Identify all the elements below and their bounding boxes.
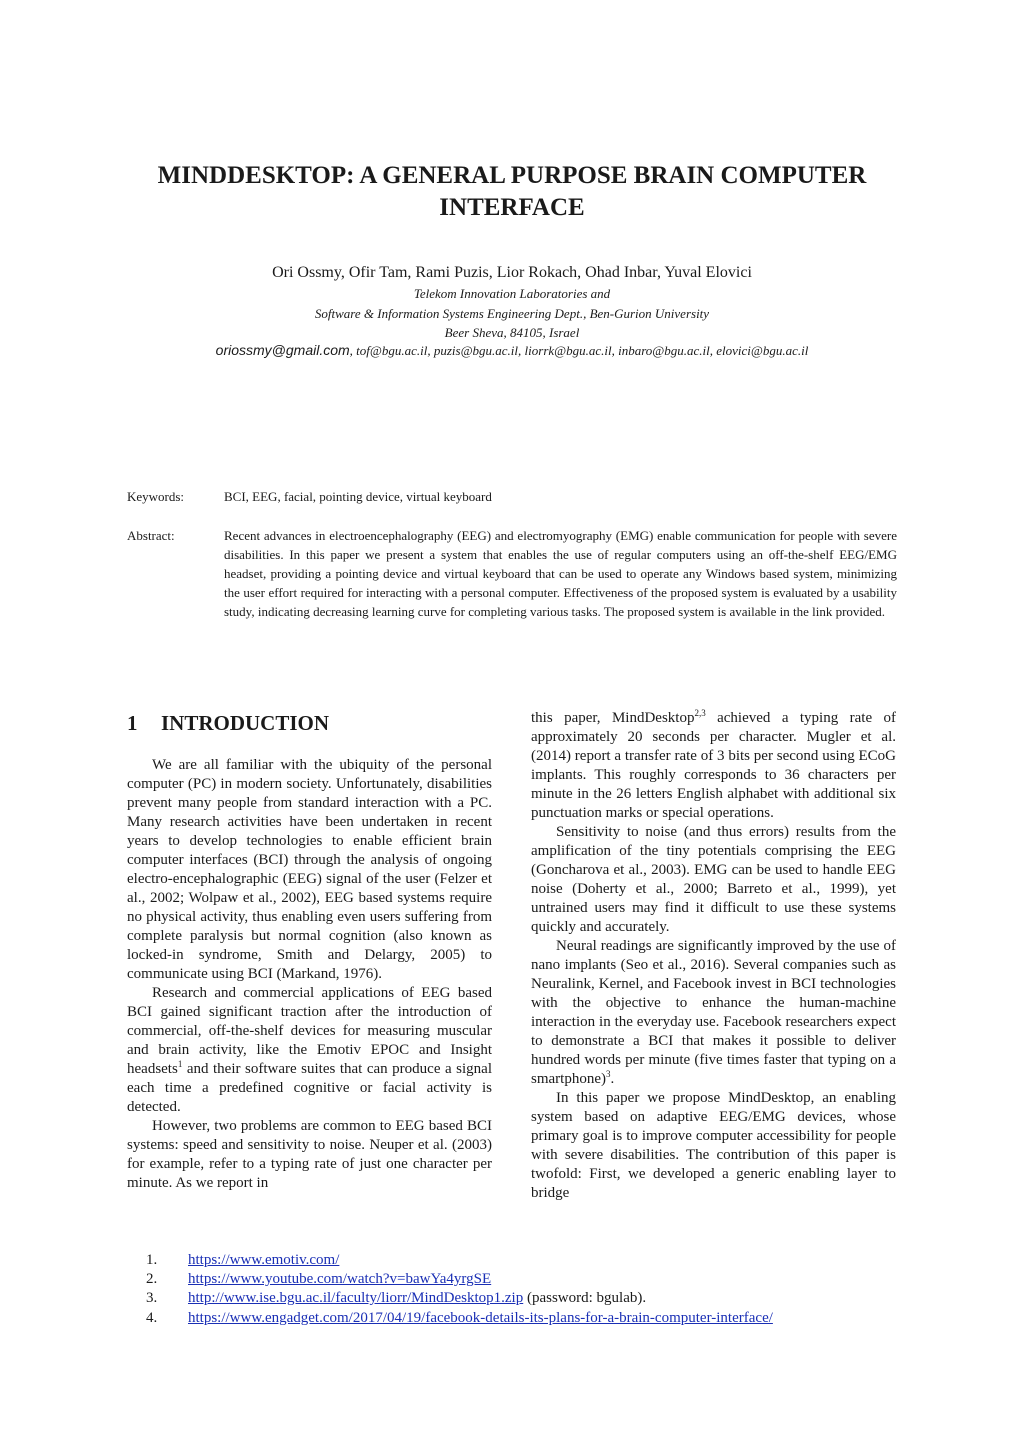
- footnotes: [146, 1251, 773, 1328]
- paragraph: Sensitivity to noise (and thus errors) results from the amplification of the tiny potentials comprising the EEG (Goncharova et al., 2003). EMG can be used to handle EEG noise (Doherty et al., 2000; Barreto et al., 1999), yet untrained users may find it difficult to use these systems quickly and accurately.: [531, 824, 896, 935]
- author-list: Ori Ossmy, Ofir Tam, Rami Puzis, Lior Rokach, Ohad Inbar, Yuval Elovici: [272, 264, 752, 281]
- footnote-link[interactable]: http://www.ise.bgu.ac.il/faculty/liorr/MindDesktop1.zip: [188, 1290, 524, 1307]
- footnote-ref: 1: [177, 1059, 183, 1069]
- affiliation: [100, 284, 924, 343]
- footnote-item: [146, 1289, 773, 1308]
- footnote-number: 4.: [146, 1309, 158, 1326]
- paragraph: [531, 937, 896, 1089]
- paper-title: [100, 160, 924, 224]
- author-emails: [100, 340, 924, 361]
- affiliation-line-2: Software & Information Systems Engineering Dept., Ben-Gurion University: [314, 305, 710, 321]
- footnote-number: 3.: [146, 1290, 158, 1307]
- footnote-ref: 3: [605, 1069, 611, 1079]
- title-line-2: INTERFACE: [439, 194, 585, 221]
- paragraph-text: and their software suites that can produce a signal each time a predefined cognitive or facial activity is detected.: [127, 1061, 492, 1115]
- footnote-suffix: (password: bgulab).: [523, 1290, 647, 1307]
- paragraph: We are all familiar with the ubiquity of the personal computer (PC) in modern society. Unfortunately, disabilities prevent many people from standard interaction with a PC. Many research activities have been undertaken in recent years to develop technologies to enable efficient brain computer interfaces (BCI) through the analysis of ongoing electro-encephalographic (EEG) signal of the user (Felzer et al., 2002; Wolpaw et al., 2002), EEG based systems require no physical activity, thus enabling even users suffering from complete paralysis but normal cognition (also known as locked-in syndrome, Smith and Delargy, 2005) to communicate using BCI (Markand, 1976).: [127, 757, 492, 982]
- affiliation-line-3: Beer Sheva, 84105, Israel: [444, 325, 580, 340]
- paragraph: In this paper we propose MindDesktop, an enabling system based on adaptive EEG/EMG devices, whose primary goal is to improve computer accessibility for people with severe disabilities. The contribution of this paper is twofold: First, we developed a generic enabling layer to bridge: [531, 1090, 896, 1201]
- footnote-ref: 2,3: [694, 708, 706, 718]
- keywords-label: Keywords:: [127, 489, 185, 504]
- right-column: [531, 709, 896, 1203]
- paragraph-text: achieved a typing rate of approximately 20 seconds per character. Mugler et al. (2014) report a transfer rate of 3 bits per second using ECoG implants. This roughly corresponds to 36 characters per minute in the 26 letters English alphabet with additional six punctuation marks or special operations.: [531, 710, 896, 821]
- footnote-item: [146, 1309, 773, 1328]
- first-email: oriossmy@gmail.com: [215, 342, 350, 358]
- other-emails: , tof@bgu.ac.il, puzis@bgu.ac.il, liorrk@bgu.ac.il, inbaro@bgu.ac.il, elovici@bgu.ac.il: [349, 343, 809, 358]
- footnote-number: 2.: [146, 1271, 158, 1288]
- abstract-text: Recent advances in electroencephalography (EEG) and electromyography (EMG) enable communication for people with severe disabilities. In this paper we present a system that enables the use of regular computers using an off-the-shelf EEG/EMG headset, providing a pointing device and virtual keyboard that can be used to operate any Windows based system, minimizing the user effort required for interacting with a personal computer. Effectiveness of the proposed system is evaluated by a usability study, indicating decreasing learning curve for completing various tasks. The proposed system is available in the link provided.: [224, 528, 897, 619]
- affiliation-line-1: Telekom Innovation Laboratories and: [413, 286, 611, 301]
- footnote-link[interactable]: https://www.youtube.com/watch?v=bawYa4yrgSE: [188, 1271, 492, 1288]
- paragraph: [531, 709, 896, 823]
- paragraph: However, two problems are common to EEG based BCI systems: speed and sensitivity to noise. Neuper et al. (2003) for example, refer to a typing rate of just one character per minute. As we report in: [127, 1118, 492, 1191]
- title-line-1: MINDDESKTOP: A GENERAL PURPOSE BRAIN COMPUTER: [157, 162, 867, 189]
- section-number: 1: [127, 711, 138, 735]
- section-heading-introduction: [127, 710, 329, 736]
- paragraph: [127, 984, 492, 1117]
- paragraph-text: this paper, MindDesktop: [531, 710, 695, 726]
- footnote-link[interactable]: https://www.emotiv.com/: [188, 1252, 340, 1268]
- footnote-item: [146, 1251, 773, 1270]
- paragraph-text: Neural readings are significantly improved by the use of nano implants (Seo et al., 2016). Several companies such as Neuralink, Kernel, and Facebook invest in BCI technologies with the objective to enhance the human-machine interaction in the everyday use. Facebook researchers expect to demonstrate a BCI that makes it possible to deliver hundred words per minute (five times faster that typing on a smartphone): [531, 938, 896, 1087]
- abstract-label: Abstract:: [127, 528, 175, 543]
- footnote-number: 1.: [146, 1252, 158, 1268]
- footnote-item: [146, 1270, 773, 1289]
- footnote-link[interactable]: https://www.engadget.com/2017/04/19/facebook-details-its-plans-for-a-brain-computer-interface/: [188, 1309, 773, 1326]
- paragraph-text: Research and commercial applications of EEG based BCI gained significant traction after the introduction of commercial, off-the-shelf devices for measuring muscular and brain activity, like the Emotiv EPOC and Insight headsets: [127, 985, 492, 1077]
- section-title: INTRODUCTION: [161, 711, 330, 735]
- keywords-text: BCI, EEG, facial, pointing device, virtual keyboard: [224, 489, 492, 504]
- left-column: [127, 756, 492, 1193]
- paragraph-text: .: [610, 1071, 615, 1087]
